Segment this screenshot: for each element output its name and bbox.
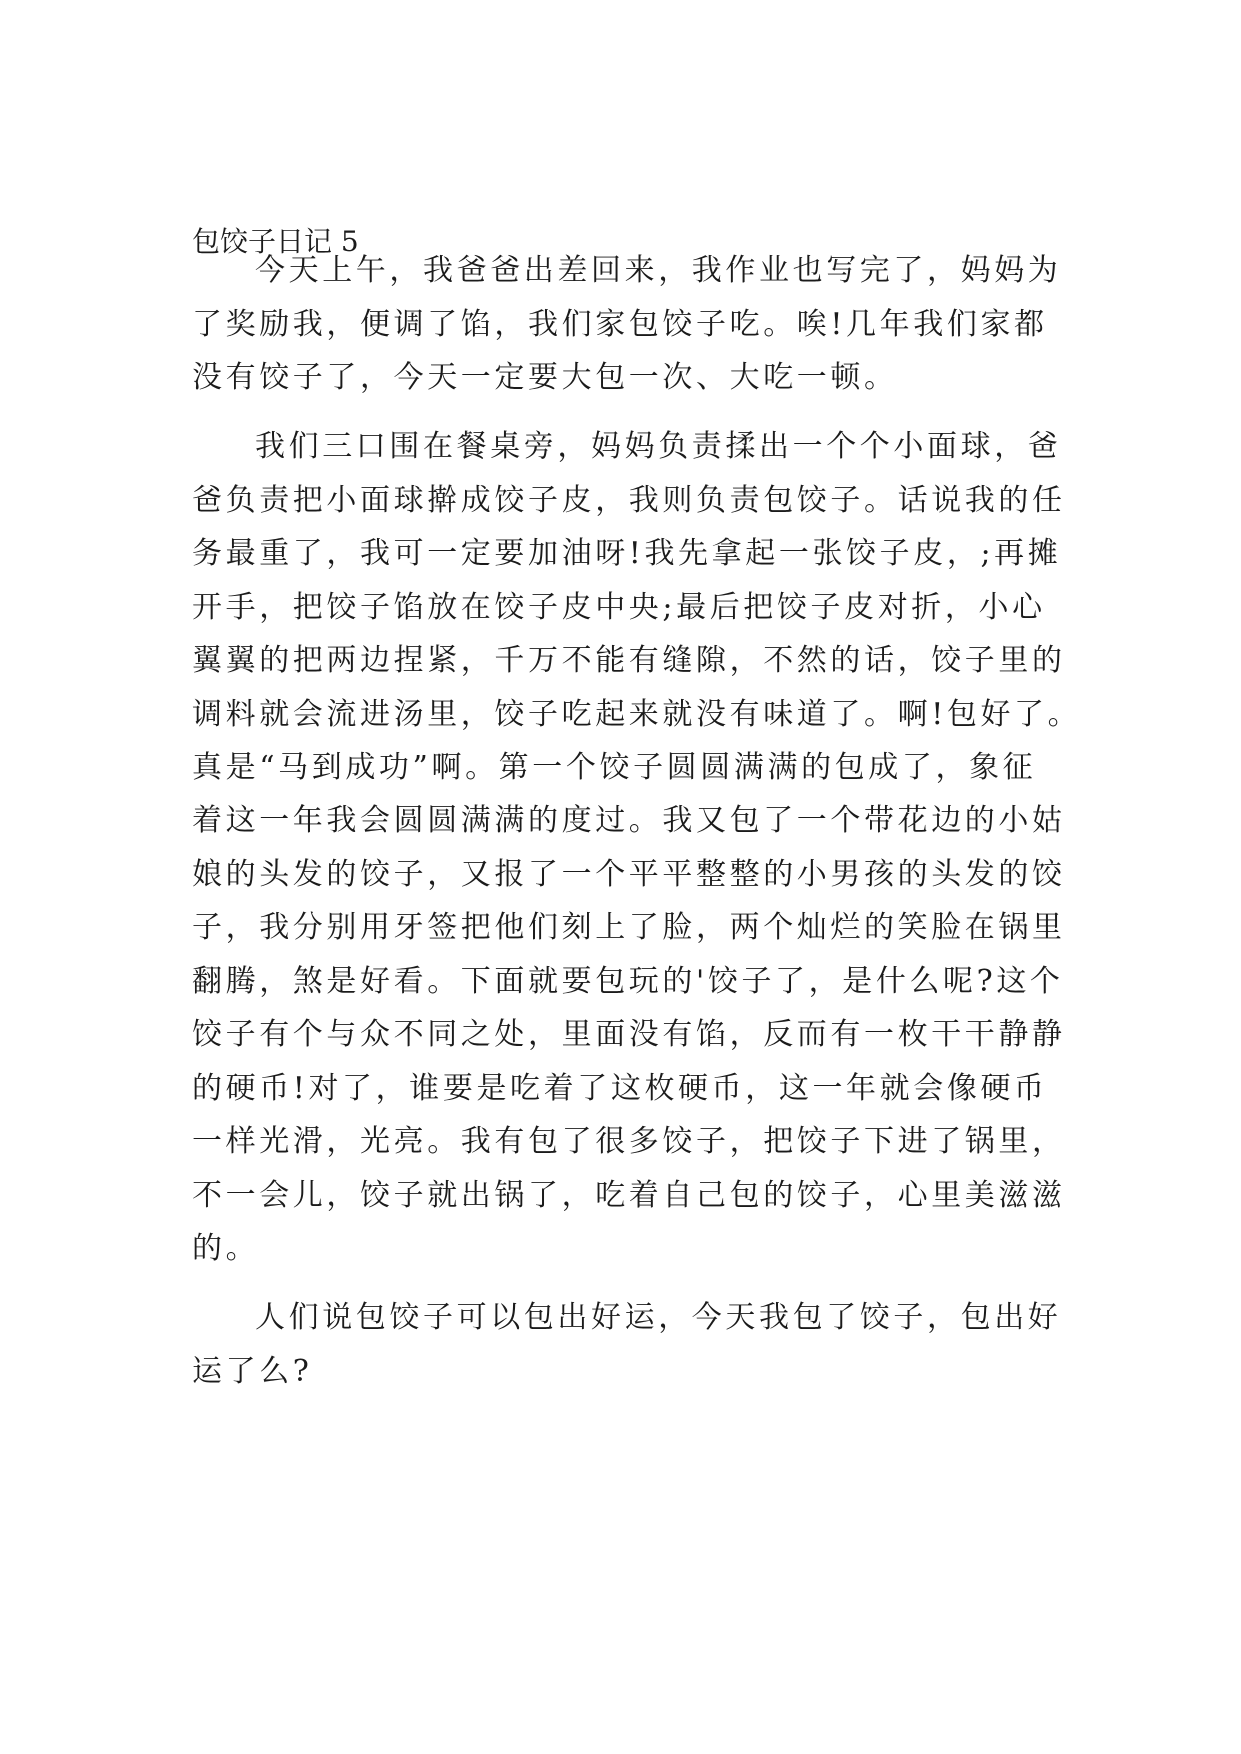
paragraph-2-line-5: 翼翼的把两边捏紧，千万不能有缝隙，不然的话，饺子里的 xyxy=(192,643,1066,678)
paragraph-2-line-2: 爸负责把小面球擀成饺子皮，我则负责包饺子。话说我的任 xyxy=(192,483,1066,518)
paragraph-2-line-6: 调料就会流进汤里，饺子吃起来就没有味道了。啊!包好了。 xyxy=(192,697,1082,732)
paragraph-2-line-15: 不一会儿，饺子就出锅了，吃着自己包的饺子，心里美滋滋 xyxy=(192,1178,1066,1213)
paragraph-1-line-1: 今天上午，我爸爸出差回来，我作业也写完了，妈妈为 xyxy=(255,253,1062,288)
paragraph-2-line-16: 的。 xyxy=(192,1231,260,1266)
paragraph-2-line-10: 子，我分别用牙签把他们刻上了脸，两个灿烂的笑脸在锅里 xyxy=(192,910,1066,945)
paragraph-2-line-14: 一样光滑，光亮。我有包了很多饺子，把饺子下进了锅里， xyxy=(192,1124,1066,1159)
paragraph-1-line-3: 没有饺子了，今天一定要大包一次、大吃一顿。 xyxy=(192,360,898,395)
paragraph-2-line-12: 饺子有个与众不同之处，里面没有馅，反而有一枚干干静静 xyxy=(192,1017,1066,1052)
paragraph-2-line-3: 务最重了，我可一定要加油呀!我先拿起一张饺子皮，;再摊 xyxy=(192,536,1062,571)
paragraph-2-line-9: 娘的头发的饺子，又报了一个平平整整的小男孩的头发的饺 xyxy=(192,857,1066,892)
paragraph-2-line-8: 着这一年我会圆圆满满的度过。我又包了一个带花边的小姑 xyxy=(192,803,1066,838)
paragraph-2-line-11: 翻腾，煞是好看。下面就要包玩的'饺子了，是什么呢?这个 xyxy=(192,964,1064,999)
paragraph-2-line-7: 真是“马到成功”啊。第一个饺子圆圆满满的包成了，象征 xyxy=(192,750,1037,785)
paragraph-2-line-1: 我们三口围在餐桌旁，妈妈负责揉出一个个小面球，爸 xyxy=(255,429,1062,464)
document-title: 包饺子日记 5 xyxy=(192,225,359,258)
paragraph-3-line-2: 运了么? xyxy=(192,1354,313,1389)
paragraph-3-line-1: 人们说包饺子可以包出好运，今天我包了饺子，包出好 xyxy=(255,1300,1062,1335)
paragraph-1-line-2: 了奖励我，便调了馅，我们家包饺子吃。唉!几年我们家都 xyxy=(192,307,1048,342)
paragraph-2-line-13: 的硬币!对了，谁要是吃着了这枚硬币，这一年就会像硬币 xyxy=(192,1071,1048,1106)
paragraph-2-line-4: 开手，把饺子馅放在饺子皮中央;最后把饺子皮对折，小心 xyxy=(192,590,1046,625)
